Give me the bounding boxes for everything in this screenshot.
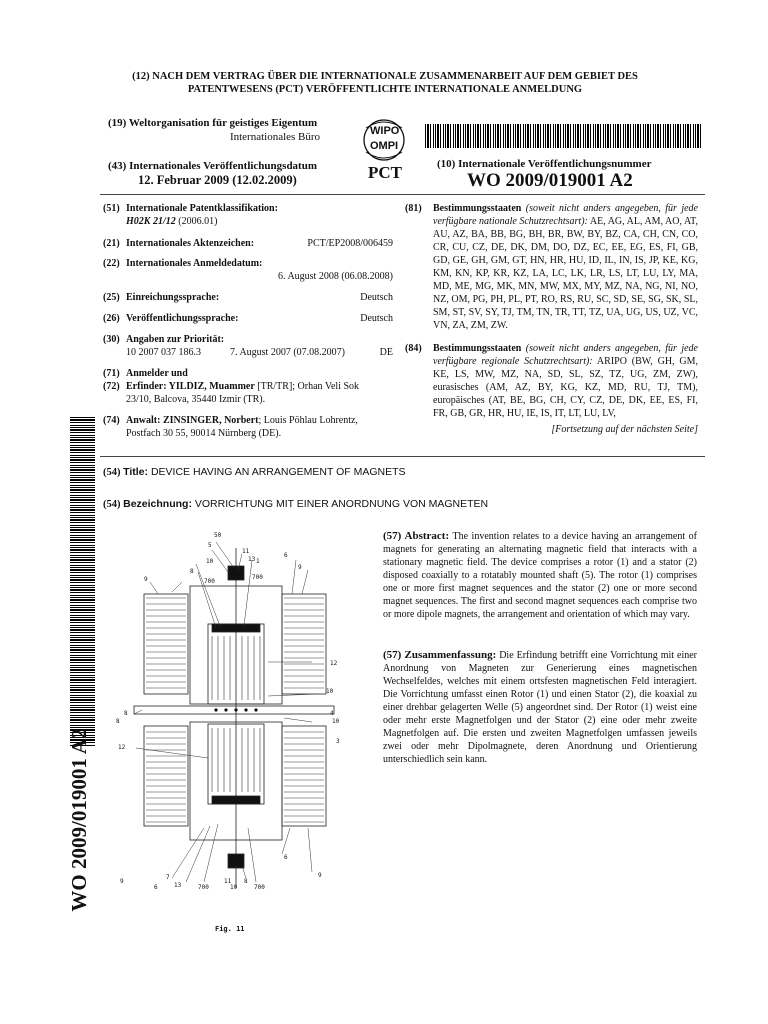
field-30-country: DE [379,347,393,358]
header-line-1: (12) NACH DEM VERTRAG ÜBER DIE INTERNATIONALE ZUSAMMENARBEIT AUF DEM GEBIET DES [132,71,638,82]
figure-label: 9 [318,872,322,879]
field-84-note: (soweit nicht anders angegeben, für jede verfügbare regionale Schutzrechtsart): [433,343,698,367]
pub-number-value: WO 2009/019001 A2 [467,170,633,191]
figure-label: 5 [208,542,212,549]
field-81-note: (soweit nicht anders angegeben, für jede verfügbare nationale Schutzrechtsart): [433,203,698,227]
figure-label: 11 [224,878,232,885]
figure-label: 9 [298,564,302,571]
figure-label: 700 [254,884,265,891]
field-21-label: Internationales Aktenzeichen: [126,238,255,249]
logo-bottom: OMPI [370,140,399,152]
field-30-label: Angaben zur Priorität: [126,334,225,345]
field-84-label: Bestimmungsstaaten [433,343,522,354]
figure-label: 9 [144,576,148,583]
right-fields [405,202,698,436]
figure-label: 9 [120,878,124,885]
abstract-text: The invention relates to a device having an arrangement of magnets for generating an alternating magnetic field that interacts with a stationary magnetic field. The device comprises a rotor (1) and a stator (2) disposed coaxially to a rotatably mounted shaft (5). The rotor (1) comprises one or more first magnet sequences and the stator (2) one or more second magnet sequences. The first and second magnet sequences each comprise two or more dipole magnets, the arrangement and orientation of which may vary. [383,531,697,620]
field-number: (84) [405,343,422,354]
figure-label: 10 [332,718,340,725]
figure-label: 6 [154,884,158,891]
logo-top: WIPO [370,125,400,137]
titles-divider [100,456,705,457]
field-number: (51) [103,203,120,214]
field-74-label: Anwalt: ZINSINGER, Norbert [126,415,259,426]
field-72-label: Erfinder: YILDIZ, Muammer [126,381,255,392]
side-barcode [70,417,95,747]
bezeichnung-label: Bezeichnung: [123,498,192,510]
field-25-value: Deutsch [360,292,393,303]
continuation-note: [Fortsetzung auf der nächsten Seite] [551,424,698,435]
figure-labels [112,528,342,908]
org-name: (19) Weltorganisation für geistiges Eigentum [108,117,318,129]
field-number: (54) [103,499,121,510]
field-22-value: 6. August 2008 (06.08.2008) [278,271,393,282]
zusammenfassung-text: Die Erfindung betrifft eine Vorrichtung mit einer Anordnung von Magneten zur Generierung eines magnetischen Wechselfeldes, welches mit einem ortsfesten magnetischen Feld interagiert. Die Vorrichtung umfasst einen Rotor (1) und einen Stator (2), die koaxial zu einer drehbar gelagerten Welle (5) angeordnet sind. Der Rotor (1) weist eine oder mehr erste Magnetfolgen und der Stator (2) eine oder mehr zweite Magnetfolgen auf. Die ersten und zweiten Magnetfolgen umfassen jeweils zwei oder mehr Dipolmagnete, deren Anordnung und Orientierung unterschiedlich sein kann. [383,650,697,765]
title-en [103,466,406,478]
figure-caption: Fig. 11 [215,925,245,933]
field-71-label: Anmelder und [126,368,188,379]
field-number: (74) [103,415,120,426]
pct-mark: PCT [368,163,402,182]
field-30-date: 7. August 2007 (07.08.2007) [230,347,345,358]
abstract-label: (57) Abstract: [383,530,450,542]
figure-label: 6 [284,854,288,861]
figure-label: 8 [244,878,248,885]
field-74-rest: ; Louis Pöhlau Lohrentz, [258,415,358,426]
pub-date-label: (43) Internationales Veröffentlichungsdatum [108,160,318,172]
barcode [425,124,702,148]
field-30-number: 10 2007 037 186.3 [126,347,201,358]
figure-label: 8 [190,568,194,575]
figure-label: 10 [230,884,238,891]
figure-label: 700 [198,884,209,891]
abstract [383,530,697,621]
figure-label: 700 [252,574,263,581]
wipo-logo [356,118,412,162]
title-value: DEVICE HAVING AN ARRANGEMENT OF MAGNETS [148,466,406,478]
figure-label: 1 [256,558,260,565]
figure-label: 12 [118,744,126,751]
figure-label: 4 [330,710,334,717]
figure-label: 8 [116,718,120,725]
figure-label: 13 [174,882,182,889]
pub-date-value: 12. Februar 2009 (12.02.2009) [138,173,297,187]
header-divider [100,194,705,195]
field-number: (71) [103,368,120,379]
figure-label: 3 [336,738,340,745]
field-21-value: PCT/EP2008/006459 [307,238,393,249]
zusammenfassung-label: (57) Zusammenfassung: [383,649,497,661]
side-publication-number: WO 2009/019001 A2 [67,728,91,912]
org-office: Internationales Büro [229,131,321,143]
figure-label: 7 [166,874,170,881]
field-26-label: Veröffentlichungssprache: [126,313,239,324]
field-25-label: Einreichungssprache: [126,292,220,303]
figure-label: 10 [206,558,214,565]
field-number: (81) [405,203,422,214]
title-de [103,498,488,510]
field-84-text: ARIPO (BW, GH, GM, KE, LS, MW, MZ, NA, SD, SL, SZ, TZ, UG, ZM, ZW), eurasisches (AM, AZ, BY, KG, KZ, MD, RU, TJ, TM), europäisches (AT, BE, BG, CH, CY, CZ, DE, DK, EE, ES, FI, FR, GB, GR, HR, HU, IE, IS, IT, LT, LU, LV, [433,356,699,419]
figure-label: 10 [326,688,334,695]
bezeichnung-value: VORRICHTUNG MIT EINER ANORDNUNG VON MAGNETEN [191,498,489,510]
field-81-label: Bestimmungsstaaten [433,203,522,214]
field-51-label: Internationale Patentklassifikation: [126,203,278,214]
field-number: (30) [103,334,120,345]
field-72-rest: [TR/TR]; Orhan Veli Sok [254,381,360,392]
figure-label: 50 [214,532,222,539]
figure-label: 11 [242,548,250,555]
field-51-year: (2006.01) [175,216,218,227]
field-number: (54) [103,467,121,478]
field-number: (25) [103,292,120,303]
figure-label: 6 [284,552,288,559]
field-number: (22) [103,258,120,269]
field-number: (21) [103,238,120,249]
header-line-2: PATENTWESENS (PCT) VERÖFFENTLICHTE INTERNATIONALE ANMELDUNG [187,84,583,95]
pub-number-label: (10) Internationale Veröffentlichungsnummer [437,158,652,170]
field-51-code: H02K 21/12 [126,216,176,227]
field-26-value: Deutsch [360,313,393,324]
figure-label: 700 [204,578,215,585]
zusammenfassung [383,649,697,766]
field-81-text: AE, AG, AL, AM, AO, AT, AU, AZ, BA, BB, BG, BH, BR, BW, BY, BZ, CA, CH, CN, CO, CR, CU, CZ, DE, DK, DM, DO, DZ, EC, EE, EG, ES, FI, GB, GD, GE, GH, GM, GT, HN, HR, HU, ID, IL, IN, IS, JP, KE, KG, KM, KN, KP, KR, KZ, LA, LC, LK, LR, LS, LT, LU, LY, MA, MD, ME, MG, MK, MN, MW, MX, MY, MZ, NA, NG, NI, NO, NZ, OM, PG, PH, PL, PT, RO, RS, RU, SC, SD, SE, SG, SK, SL, SM, ST, SV, SY, TJ, TM, TN, TR, TT, TZ, UA, UG, US, UZ, VC, VN, ZA, ZM, ZW. [433,216,698,331]
field-number: (72) [103,381,120,392]
title-label: Title: [123,466,149,478]
figure-label: 13 [248,556,256,563]
field-22-label: Internationales Anmeldedatum: [126,258,263,269]
left-fields [103,202,393,440]
patent-drawing [112,528,342,908]
figure-label: 12 [330,660,338,667]
figure-label: 8 [124,710,128,717]
field-74-line2: Postfach 30 55, 90014 Nürnberg (DE). [126,428,282,439]
field-72-line2: 23/10, Balcova, 35440 Izmir (TR). [126,394,266,405]
field-number: (26) [103,313,120,324]
